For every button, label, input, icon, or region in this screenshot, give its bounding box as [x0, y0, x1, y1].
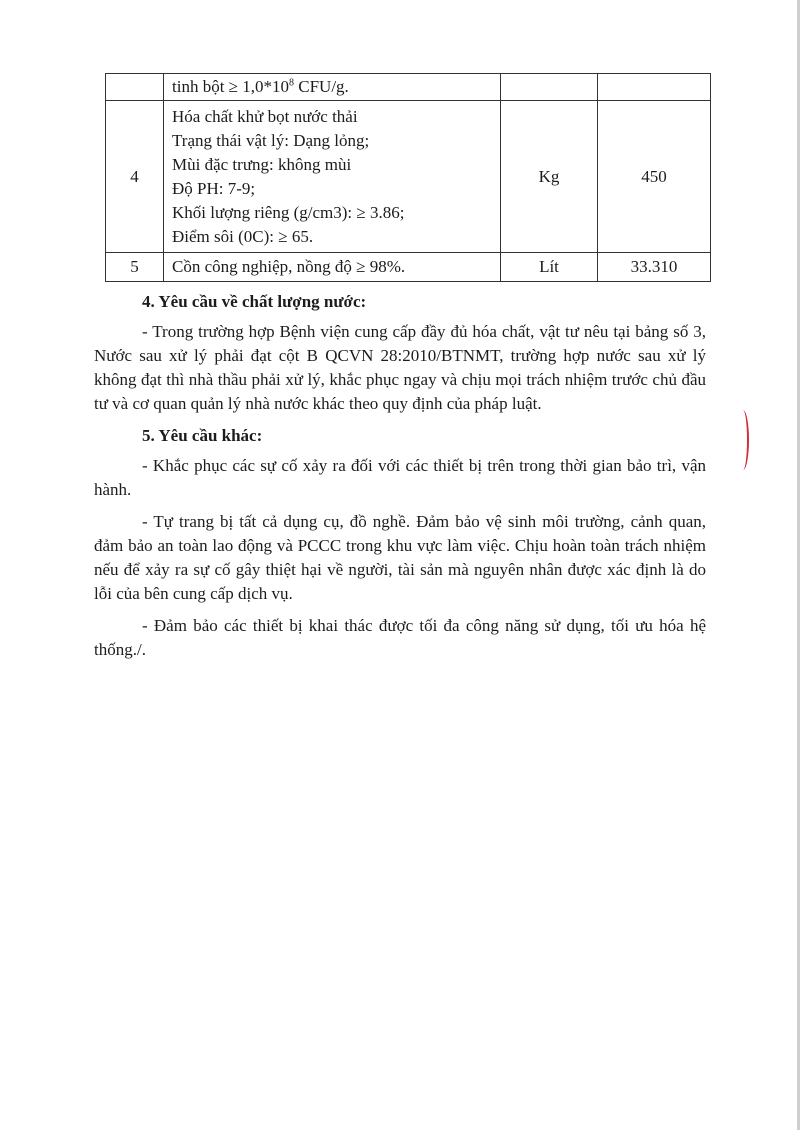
row-description: Cồn công nghiệp, nồng độ ≥ 98%.: [164, 253, 501, 282]
section-4-paragraph: - Trong trường hợp Bệnh viện cung cấp đầy đủ hóa chất, vật tư nêu tại bảng số 3, Nước sau xử lý phải đạt cột B QCVN 28:2010/BTNMT, trường hợp nước sau xử lý không đạt thì nhà thầu phải xử lý, khắc phục ngay và chịu mọi trách nhiệm trước chủ đầu tư và cơ quan quản lý nhà nước khác theo quy định của pháp luật.: [94, 322, 706, 413]
row-unit: Kg: [501, 101, 598, 253]
description-line: Hóa chất khử bọt nước thải: [172, 106, 358, 126]
row-number: 5: [106, 253, 164, 282]
row-description: tinh bột ≥ $1,0*10^8$ CFU/g.: [164, 74, 501, 101]
row-unit: Lít: [501, 253, 598, 282]
description-line: Khối lượng riêng (g/cm3): ≥ 3.86;: [172, 202, 405, 222]
table-row: [106, 101, 711, 253]
section-5-paragraph: - Đảm bảo các thiết bị khai thác được tối đa công năng sử dụng, tối ưu hóa hệ thống./.: [94, 616, 706, 659]
section-5-heading: 5. Yêu cầu khác:: [142, 426, 263, 445]
section-5-paragraph: - Khắc phục các sự cố xảy ra đối với các thiết bị trên trong thời gian bảo trì, vận hành.: [94, 456, 706, 499]
description-line: Mùi đặc trưng: không mùi: [172, 154, 352, 174]
row-number: [106, 74, 164, 101]
row-quantity: 33.310: [598, 253, 711, 282]
section-4-heading: 4. Yêu cầu về chất lượng nước:: [142, 292, 367, 311]
margin-mark: [737, 410, 749, 470]
table-row: [106, 74, 711, 101]
description-line: Trạng thái vật lý: Dạng lỏng;: [172, 130, 370, 150]
row-number: 4: [106, 101, 164, 253]
table-row: [106, 253, 711, 282]
row-quantity: [598, 74, 711, 101]
description-line: Điểm sôi (0C): ≥ 65.: [172, 226, 314, 246]
section-5-paragraph: - Tự trang bị tất cả dụng cụ, đồ nghề. Đảm bảo vệ sinh môi trường, cảnh quan, đảm bảo an toàn lao động và PCCC trong khu vực làm việc. Chịu hoàn toàn trách nhiệm nếu để xảy ra sự cố gây thiệt hại về người, tài sản mà nguyên nhân được xác định là do lỗi của bên cung cấp dịch vụ.: [94, 512, 706, 603]
requirements-content: [94, 290, 706, 662]
exponent: 8: [289, 77, 294, 89]
chemicals-table: [105, 73, 711, 282]
row-unit: [501, 74, 598, 101]
row-description: [164, 101, 501, 253]
row-quantity: 450: [598, 101, 711, 253]
description-line: Độ PH: 7-9;: [172, 178, 256, 198]
